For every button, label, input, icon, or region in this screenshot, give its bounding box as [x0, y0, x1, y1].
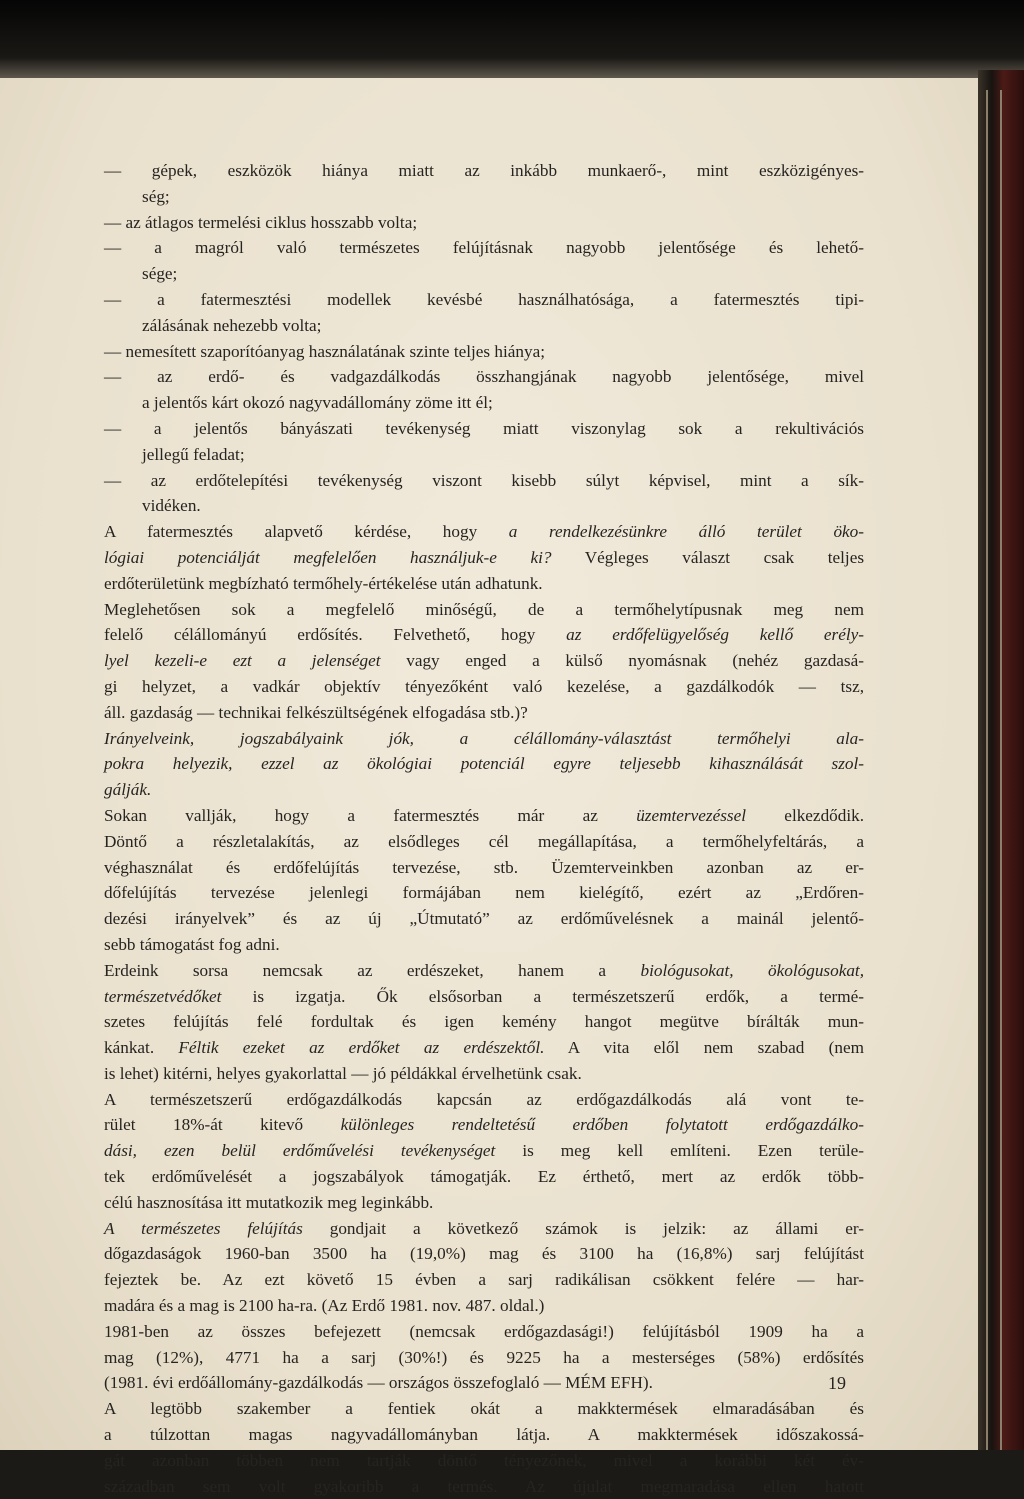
text-line: 1981-ben az összes befejezett (nemcsak erdőgazdasági!) felújításból 1909 ha a	[104, 1321, 864, 1341]
text-line: véghasználat és erdőfelújítás tervezése, stb. Üzemterveinkben azonban az er-	[104, 857, 864, 877]
text-line: ség;	[142, 186, 170, 206]
text-line: mag (12%), 4771 ha a sarj (30%!) és 9225 ha a mesterséges (58%) erdősítés	[104, 1347, 864, 1367]
text-line: rület 18%-át kitevő különleges rendeltetésű erdőben folytatott erdőgazdálko-	[104, 1115, 864, 1135]
scan-top-shadow	[0, 0, 1024, 82]
text-line: — az átlagos termelési ciklus hosszabb volta;	[104, 212, 418, 232]
text-line: fejeztek be. Az ezt követő 15 évben a sarj radikálisan csökkent felére — har-	[104, 1270, 864, 1290]
text-line: tek erdőművelését a jogszabályok támogatják. Ez érthető, mert az erdők több-	[104, 1167, 864, 1187]
text-line: Erdeink sorsa nemcsak az erdészeket, hanem a biológusokat, ökológusokat,	[104, 960, 864, 980]
text-line: felelő célállományú erdősítés. Felvethető, hogy az erdőfelügyelőség kellő erély-	[104, 625, 865, 645]
text-line: szetes felújítás felé fordultak és igen kemény hangot megütve bírálták mun-	[104, 1012, 864, 1032]
spine-edge-line	[1000, 90, 1002, 1450]
text-line: gi helyzet, a vadkár objektív tényezőként való kezelése, a gazdálkodók — tsz,	[104, 676, 864, 696]
text-line: gát azonban többen nem tartják döntő tényezőnek, mivel a korábbi két év-	[104, 1450, 864, 1470]
text-line: A természetszerű erdőgazdálkodás kapcsán az erdőgazdálkodás alá vont te-	[104, 1089, 864, 1109]
text-line: sége;	[142, 264, 178, 284]
text-line: pokra helyezik, ezzel az ökológiai potenciál egyre teljesebb kihasználását szol-	[104, 754, 864, 774]
text-line: lyel kezeli-e ezt a jelenséget vagy enged a külső nyomásnak (nehéz gazdasá-	[104, 651, 864, 671]
text-line: madára és a mag is 2100 ha-ra. (Az Erdő 1981. nov. 487. oldal.)	[104, 1296, 545, 1316]
text-line: lógiai potenciálját megfelelően használjuk-e ki? Végleges választ csak teljes	[104, 547, 865, 567]
text-line: természetvédőket is izgatja. Ők elsősorban a természetszerű erdők, a termé-	[104, 986, 864, 1006]
text-line: dezési irányelvek” és az új „Útmutató” az erdőművelésnek a mainál jelentő-	[104, 909, 864, 929]
text-line: Sokan vallják, hogy a fatermesztés már az üzemtervezéssel elkezdődik.	[104, 805, 865, 825]
text-line: — az erdőtelepítési tevékenység viszont kisebb súlyt képvisel, mint a sík-	[104, 470, 864, 490]
text-line: dőfelújítás tervezése jelenlegi formájában nem kielégítő, ezért az „Erdőren-	[104, 883, 864, 903]
text-line: sebb támogatást fog adni.	[104, 934, 280, 954]
text-line: Meglehetősen sok a megfelelő minőségű, de a termőhelytípusnak meg nem	[104, 599, 864, 619]
text-line: A természetes felújítás gondjait a következő számok is jelzik: az állami er-	[104, 1218, 864, 1238]
text-line: — nemesített szaporítóanyag használatának szinte teljes hiánya;	[104, 341, 545, 361]
text-line: dőgazdaságok 1960-ban 3500 ha (19,0%) mag és 3100 ha (16,8%) sarj felújítást	[104, 1244, 864, 1264]
page-number: 19	[828, 1373, 846, 1393]
text-line: — a fatermesztési modellek kevésbé használhatósága, a fatermesztés tipi-	[104, 289, 864, 309]
text-line: dási, ezen belül erdőművelési tevékenységet is meg kell említeni. Ezen terüle-	[104, 1141, 864, 1161]
text-line: a túlzottan magas nagyvadállományban látja. A makktermések időszakossá-	[104, 1425, 864, 1445]
text-line: zálásának nehezebb volta;	[142, 315, 322, 335]
text-line: erdőterületünk megbízható termőhely-értékelése után adhatunk.	[104, 573, 543, 593]
text-line: — a jelentős bányászati tevékenység miatt viszonylag sok a rekultivációs	[104, 418, 864, 438]
text-line: célú hasznosítása itt mutatkozik meg leginkább.	[104, 1192, 434, 1212]
text-line: kánkat. Féltik ezeket az erdőket az erdészektől. A vita elől nem szabad (nem	[104, 1038, 864, 1058]
text-line: áll. gazdaság — technikai felkészültségének elfogadása stb.)?	[104, 702, 528, 722]
text-line: — a magról való természetes felújításnak nagyobb jelentősége és lehető-	[104, 238, 864, 258]
text-line: A fatermesztés alapvető kérdése, hogy a rendelkezésünkre álló terület öko-	[104, 522, 864, 542]
text-line: Döntő a részletalakítás, az elsődleges cél megállapítása, a termőhelyfeltárás, a	[104, 831, 864, 851]
text-line: jellegű feladat;	[142, 444, 245, 464]
text-line: (1981. évi erdőállomány-gazdálkodás — országos összefoglaló — MÉM EFH).	[104, 1373, 653, 1393]
text-line: — gépek, eszközök hiánya miatt az inkább munkaerő-, mint eszközigényes-	[104, 161, 864, 180]
text-line: században sem volt gyakoribb a termés. Az újulat megmaradása ellen hatott	[104, 1476, 864, 1496]
body-text	[104, 158, 864, 1499]
text-line: Irányelveink, jogszabályaink jók, a célállomány-választást termőhelyi ala-	[104, 728, 864, 748]
text-line: is lehet) kitérni, helyes gyakorlattal — jó példákkal érvelhetünk csak.	[104, 1063, 582, 1083]
text-line: A legtöbb szakember a fentiek okát a makktermések elmaradásában és	[104, 1399, 864, 1419]
text-line: — az erdő- és vadgazdálkodás összhangjának nagyobb jelentősége, mivel	[104, 367, 864, 387]
text-line: gálják.	[104, 780, 152, 800]
text-line: a jelentős kárt okozó nagyvadállomány zöme itt él;	[142, 393, 493, 413]
text-line: vidéken.	[142, 496, 201, 516]
spine-edge-line	[986, 90, 988, 1450]
